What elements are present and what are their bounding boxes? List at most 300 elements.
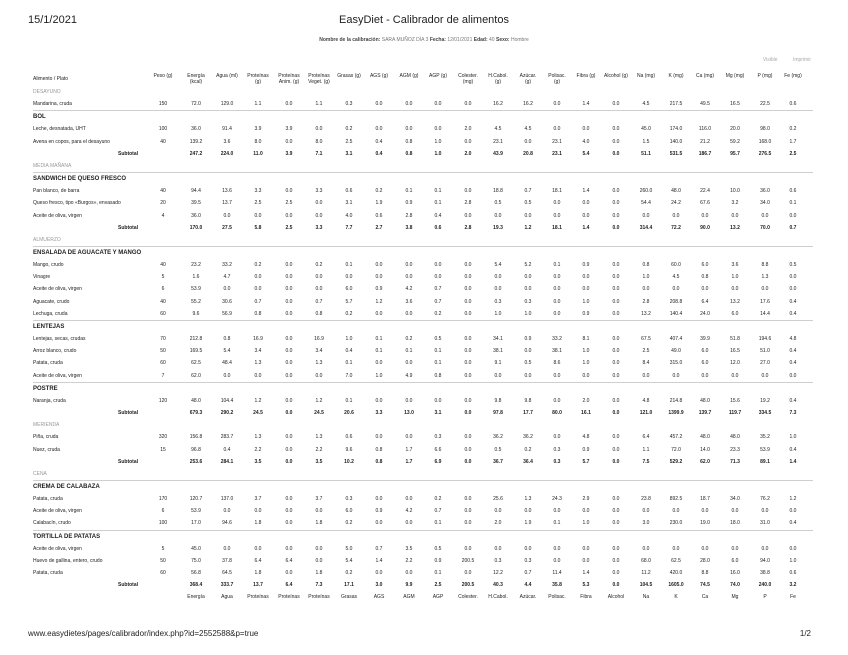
value-cell: 7	[161, 372, 165, 379]
value-cell: 0.0	[464, 336, 472, 342]
value-cell: 0.8	[405, 150, 413, 157]
age-label: Edad:	[473, 37, 488, 43]
value-cell: 1.0	[345, 336, 353, 342]
value-cell: 3.6	[405, 298, 413, 305]
value-cell: 0.0	[285, 138, 293, 145]
value-cell: 3.1	[434, 409, 442, 416]
meal-section-merienda	[33, 419, 813, 431]
value-cell: 0.4	[789, 298, 797, 305]
value-cell: 6.4	[285, 582, 293, 589]
value-cell: 3.9	[285, 126, 293, 133]
food-name: Aceite de oliva, virgen	[33, 212, 82, 219]
value-cell: 0.0	[612, 557, 620, 564]
value-cell: 0.7	[315, 298, 323, 305]
value-cell: 40	[160, 262, 166, 269]
value-cell: 68.0	[641, 557, 651, 564]
value-cell: 94.6	[222, 520, 232, 527]
value-cell: 15	[160, 446, 166, 453]
value-cell: 0.0	[464, 520, 472, 527]
value-cell: 0.0	[524, 138, 532, 145]
section-label: TORTILLA DE PATATAS	[33, 533, 101, 540]
value-cell: 0.1	[434, 520, 442, 527]
value-cell: 7.3	[789, 409, 797, 416]
footer-column-header: P	[763, 594, 767, 601]
value-cell: 0.0	[553, 126, 561, 133]
value-cell: 0.8	[405, 138, 413, 145]
value-cell: 2.0	[464, 126, 472, 133]
value-cell: 2.8	[464, 200, 472, 207]
value-cell: 95.7	[730, 150, 740, 157]
section-label: CREMA DE CALABAZA	[33, 484, 100, 491]
meal-section-media-ma-ana	[33, 160, 813, 172]
value-cell: 0.0	[375, 101, 383, 108]
value-cell: 139.2	[189, 138, 203, 145]
subtotal-label: Subtotal	[118, 150, 138, 157]
value-cell: 18.7	[700, 496, 710, 503]
value-cell: 23.3	[730, 446, 740, 453]
value-cell: 0.0	[612, 138, 620, 145]
dish-header	[33, 246, 813, 259]
value-cell: 0.0	[464, 348, 472, 355]
value-cell: 0.0	[405, 397, 413, 404]
dish-header	[33, 172, 813, 185]
value-cell: 0.0	[285, 545, 293, 552]
value-cell: 51.0	[760, 348, 770, 355]
value-cell: 36.4	[523, 458, 533, 465]
food-name: Mandarina, cruda	[33, 101, 72, 108]
value-cell: 0.5	[524, 360, 532, 367]
value-cell: 0.0	[701, 286, 709, 293]
value-cell: 0.0	[375, 434, 383, 441]
value-cell: 6	[161, 286, 165, 293]
value-cell: 43.9	[493, 150, 503, 157]
value-cell: 2.2	[315, 446, 323, 453]
value-cell: 0.8	[434, 372, 442, 379]
value-cell: 0.2	[434, 496, 442, 503]
value-cell: 5.8	[254, 224, 262, 231]
value-cell: 224.0	[220, 150, 234, 157]
value-cell: 23.1	[552, 138, 562, 145]
value-cell: 15.6	[730, 397, 740, 404]
value-cell: 0.0	[285, 434, 293, 441]
value-cell: 529.2	[669, 458, 683, 465]
value-cell: 0.0	[405, 274, 413, 281]
value-cell: 0.0	[553, 372, 561, 379]
value-cell: 457.2	[669, 434, 683, 441]
value-cell: 34.0	[760, 200, 770, 207]
food-name: Mango, crudo	[33, 262, 64, 269]
value-cell: 0.0	[254, 286, 262, 293]
value-cell: 36.0	[760, 188, 770, 195]
value-cell: 60.0	[671, 262, 681, 269]
value-cell: 20.8	[523, 150, 533, 157]
value-cell: 0.8	[223, 336, 231, 342]
value-cell: 200.5	[461, 582, 475, 589]
value-cell: 0.6	[434, 224, 442, 231]
value-cell: 0.0	[789, 545, 797, 552]
value-cell: 50	[160, 348, 166, 355]
value-cell: 0.0	[285, 360, 293, 367]
value-cell: 0.0	[285, 446, 293, 453]
age-value: 40	[489, 37, 495, 43]
value-cell: 20.0	[730, 126, 740, 133]
value-cell: 14.4	[760, 310, 770, 317]
value-cell: 314.4	[639, 224, 653, 231]
value-cell: 2.0	[494, 520, 502, 527]
value-cell: 0.0	[285, 570, 293, 576]
value-cell: 0.6	[789, 188, 797, 195]
food-row	[33, 505, 813, 517]
subtotal-row	[33, 407, 813, 419]
value-cell: 7.7	[345, 224, 353, 231]
value-cell: 0.4	[375, 150, 383, 157]
food-row	[33, 357, 813, 369]
value-cell: 50	[160, 557, 166, 564]
dish-header	[33, 110, 813, 123]
value-cell: 28.0	[700, 557, 710, 564]
value-cell: 49.5	[700, 101, 710, 108]
value-cell: 0.0	[315, 508, 323, 515]
food-name: Patata, cruda	[33, 360, 63, 367]
value-cell: 0.0	[524, 348, 532, 355]
value-cell: 186.7	[698, 150, 712, 157]
value-cell: 1.8	[315, 520, 323, 527]
value-cell: 1.4	[582, 101, 590, 108]
value-cell: 1.2	[375, 298, 383, 305]
footer-column-header: Na	[642, 594, 650, 601]
value-cell: 34.0	[730, 496, 740, 503]
value-cell: 0.4	[789, 520, 797, 527]
value-cell: 0.2	[345, 570, 353, 576]
value-cell: 0.0	[315, 545, 323, 552]
value-cell: 2.2	[254, 446, 262, 453]
value-cell: 17.7	[523, 409, 533, 416]
value-cell: 0.0	[464, 101, 472, 108]
value-cell: 97.8	[493, 409, 503, 416]
value-cell: 24.3	[552, 496, 562, 503]
value-cell: 0.0	[315, 286, 323, 293]
value-cell: 0.0	[553, 212, 561, 219]
value-cell: 0.0	[524, 212, 532, 219]
print-toggle[interactable]: Imprimir	[792, 57, 811, 63]
value-cell: 0.0	[223, 286, 231, 293]
value-cell: 0.0	[405, 496, 413, 503]
value-cell: 8.8	[701, 570, 709, 576]
value-cell: 30.6	[222, 298, 232, 305]
value-cell: 24.5	[253, 409, 263, 416]
value-cell: 0.0	[464, 397, 472, 404]
value-cell: 120.7	[189, 496, 203, 503]
value-cell: 11.0	[253, 150, 263, 157]
value-cell: 0.7	[524, 570, 532, 576]
value-cell: 72.0	[191, 101, 201, 108]
value-cell: 140.4	[669, 310, 683, 317]
value-cell: 1.0	[375, 372, 383, 379]
value-cell: 54.4	[641, 200, 651, 207]
print-footer	[28, 629, 811, 638]
food-row	[33, 517, 813, 529]
value-cell: 104.4	[220, 397, 234, 404]
date-label: Fecha:	[429, 37, 446, 43]
value-cell: 16.2	[523, 101, 533, 108]
value-cell: 0.0	[582, 508, 590, 515]
value-cell: 0.3	[524, 557, 532, 564]
value-cell: 1.5	[642, 138, 650, 145]
food-name: Lentejas, secas, crudas	[33, 336, 86, 342]
value-cell: 2.5	[285, 200, 293, 207]
value-cell: 0.6	[345, 434, 353, 441]
value-cell: 0.0	[223, 372, 231, 379]
value-cell: 96.8	[191, 446, 201, 453]
value-cell: 3.8	[405, 224, 413, 231]
value-cell: 1.0	[582, 348, 590, 355]
value-cell: 0.0	[464, 262, 472, 269]
footer-column-header: AGM	[403, 594, 415, 601]
value-cell: 3.9	[254, 126, 262, 133]
value-cell: 0.0	[612, 446, 620, 453]
value-cell: 1.0	[434, 138, 442, 145]
value-cell: 71.3	[730, 458, 740, 465]
column-header: Alcohol (g)	[604, 73, 628, 79]
food-row	[33, 444, 813, 456]
value-cell: 0.0	[375, 397, 383, 404]
value-cell: 38.1	[552, 348, 562, 355]
value-cell: 0.5	[434, 336, 442, 342]
value-cell: 0.6	[375, 212, 383, 219]
value-cell: 4.0	[582, 138, 590, 145]
calibration-meta	[0, 37, 848, 43]
value-cell: 679.3	[189, 409, 203, 416]
value-cell: 0.0	[223, 212, 231, 219]
value-cell: 0.0	[612, 348, 620, 355]
value-cell: 0.0	[731, 372, 739, 379]
column-header: Azúcar. (g)	[519, 73, 537, 85]
value-cell: 0.0	[375, 262, 383, 269]
value-cell: 0.3	[494, 557, 502, 564]
value-cell: 0.1	[434, 348, 442, 355]
value-cell: 40	[160, 188, 166, 195]
value-cell: 1.4	[789, 458, 797, 465]
value-cell: 0.0	[223, 545, 231, 552]
value-cell: 49.0	[671, 348, 681, 355]
value-cell: 62.0	[191, 372, 201, 379]
value-cell: 0.4	[789, 360, 797, 367]
value-cell: 9.9	[405, 582, 413, 589]
calibration-name-label: Nombre de la calibración:	[319, 37, 381, 43]
page-number: 1/2	[799, 629, 811, 638]
value-cell: 1.8	[254, 570, 262, 576]
value-cell: 0.0	[464, 570, 472, 576]
value-cell: 0.0	[612, 298, 620, 305]
value-cell: 1399.9	[668, 409, 684, 416]
value-cell: 247.2	[189, 150, 203, 157]
value-cell: 48.0	[700, 397, 710, 404]
value-cell: 0.2	[315, 262, 323, 269]
value-cell: 0.0	[315, 200, 323, 207]
value-cell: 0.0	[789, 508, 797, 515]
value-cell: 16.9	[314, 336, 324, 342]
value-cell: 62.0	[700, 458, 710, 465]
value-cell: 0.0	[612, 150, 620, 157]
value-cell: 67.5	[641, 336, 651, 342]
value-cell: 33.2	[222, 262, 232, 269]
value-cell: 4.8	[582, 434, 590, 441]
value-cell: 19.2	[760, 397, 770, 404]
value-cell: 6.0	[345, 508, 353, 515]
value-cell: 0.8	[254, 310, 262, 317]
column-header: Proteínas (g)	[247, 73, 269, 85]
value-cell: 5	[161, 274, 165, 281]
value-cell: 1.3	[315, 434, 323, 441]
page-url: www.easydietes/pages/calibrador/index.php?id=2552588&p=true	[28, 629, 259, 638]
value-cell: 8.6	[553, 360, 561, 367]
value-cell: 36.2	[523, 434, 533, 441]
value-cell: 16.5	[730, 101, 740, 108]
value-cell: 0.0	[612, 458, 620, 465]
value-cell: 0.0	[494, 286, 502, 293]
visible-toggle[interactable]: Visible	[762, 57, 778, 63]
food-name: Naranja, cruda	[33, 397, 66, 404]
value-cell: 72.0	[671, 446, 681, 453]
food-row	[33, 271, 813, 283]
value-cell: 0.0	[285, 520, 293, 527]
value-cell: 0.1	[375, 336, 383, 342]
footer-column-header: Grasas	[340, 594, 358, 601]
value-cell: 48.4	[222, 360, 232, 367]
value-cell: 0.0	[582, 557, 590, 564]
value-cell: 0.0	[701, 508, 709, 515]
value-cell: 17.6	[760, 298, 770, 305]
value-cell: 20.6	[344, 409, 354, 416]
value-cell: 59.2	[730, 138, 740, 145]
value-cell: 0.3	[345, 496, 353, 503]
value-cell: 1.9	[524, 520, 532, 527]
value-cell: 0.9	[375, 286, 383, 293]
value-cell: 38.8	[760, 570, 770, 576]
food-name: Piña, cruda	[33, 434, 59, 441]
food-row	[33, 185, 813, 197]
value-cell: 121.0	[639, 409, 653, 416]
value-cell: 0.0	[524, 274, 532, 281]
value-cell: 6.9	[434, 458, 442, 465]
food-row	[33, 259, 813, 271]
value-cell: 36.7	[493, 458, 503, 465]
value-cell: 140.0	[669, 138, 683, 145]
value-cell: 56.9	[222, 310, 232, 317]
value-cell: 0.0	[285, 188, 293, 195]
value-cell: 0.9	[524, 336, 532, 342]
value-cell: 0.0	[494, 212, 502, 219]
value-cell: 0.0	[464, 310, 472, 317]
value-cell: 1.3	[315, 360, 323, 367]
food-name: Patata, cruda	[33, 570, 63, 576]
section-label: ALMUERZO	[33, 236, 61, 243]
value-cell: 6.0	[701, 360, 709, 367]
value-cell: 0.7	[524, 188, 532, 195]
value-cell: 6.0	[701, 348, 709, 355]
food-row	[33, 296, 813, 308]
value-cell: 0.0	[464, 446, 472, 453]
value-cell: 0.0	[612, 101, 620, 108]
value-cell: 0.0	[553, 434, 561, 441]
value-cell: 156.8	[189, 434, 203, 441]
value-cell: 4.0	[345, 212, 353, 219]
value-cell: 119.7	[728, 409, 742, 416]
value-cell: 39.9	[700, 336, 710, 342]
value-cell: 531.5	[669, 150, 683, 157]
value-cell: 48.0	[191, 397, 201, 404]
value-cell: 0.0	[612, 520, 620, 527]
value-cell: 0.1	[345, 397, 353, 404]
value-cell: 0.0	[464, 458, 472, 465]
value-cell: 2.5	[345, 138, 353, 145]
value-cell: 2.8	[405, 212, 413, 219]
value-cell: 1.4	[582, 570, 590, 576]
footer-column-header: Ca	[701, 594, 709, 601]
value-cell: 13.2	[730, 298, 740, 305]
value-cell: 208.8	[669, 298, 683, 305]
value-cell: 170.0	[189, 224, 203, 231]
value-cell: 6.0	[345, 286, 353, 293]
food-row	[33, 210, 813, 222]
value-cell: 4.5	[494, 126, 502, 133]
value-cell: 0.0	[405, 101, 413, 108]
value-cell: 0.4	[223, 446, 231, 453]
value-cell: 90.0	[700, 224, 710, 231]
value-cell: 0.0	[405, 310, 413, 317]
value-cell: 0.0	[612, 336, 620, 342]
value-cell: 3.2	[789, 582, 797, 589]
value-cell: 0.7	[434, 508, 442, 515]
value-cell: 420.0	[669, 570, 683, 576]
date-value: 12/01/2021	[447, 37, 473, 43]
value-cell: 24.0	[700, 310, 710, 317]
value-cell: 0.4	[345, 348, 353, 355]
value-cell: 35.2	[760, 434, 770, 441]
value-cell: 230.0	[669, 520, 683, 527]
section-label: SANDWICH DE QUESO FRESCO	[33, 176, 127, 183]
value-cell: 3.3	[254, 188, 262, 195]
value-cell: 284.1	[220, 458, 234, 465]
footer-column-header: Fibra	[580, 594, 592, 601]
value-cell: 8.1	[582, 336, 590, 342]
column-header: Proteínas Veget. (g)	[308, 73, 330, 85]
value-cell: 3.5	[315, 458, 323, 465]
value-cell: 0.1	[405, 348, 413, 355]
subtotal-label: Subtotal	[118, 224, 138, 231]
value-cell: 16.5	[730, 348, 740, 355]
food-name: Calabacín, crudo	[33, 520, 71, 527]
value-cell: 214.8	[669, 397, 683, 404]
value-cell: 0.1	[375, 348, 383, 355]
value-cell: 45.0	[191, 545, 201, 552]
section-label: LENTEJAS	[33, 324, 65, 330]
value-cell: 0.0	[464, 286, 472, 293]
value-cell: 0.3	[494, 298, 502, 305]
subtotal-label: Subtotal	[118, 582, 138, 589]
value-cell: 1.3	[761, 274, 769, 281]
value-cell: 39.5	[191, 200, 201, 207]
value-cell: 0.0	[761, 508, 769, 515]
value-cell: 0.0	[761, 212, 769, 219]
value-cell: 0.0	[285, 262, 293, 269]
value-cell: 1605.0	[668, 582, 684, 589]
value-cell: 8.0	[315, 138, 323, 145]
value-cell: 6.0	[701, 262, 709, 269]
value-cell: 4.7	[223, 274, 231, 281]
value-cell: 0.1	[553, 520, 561, 527]
value-cell: 6.0	[731, 557, 739, 564]
